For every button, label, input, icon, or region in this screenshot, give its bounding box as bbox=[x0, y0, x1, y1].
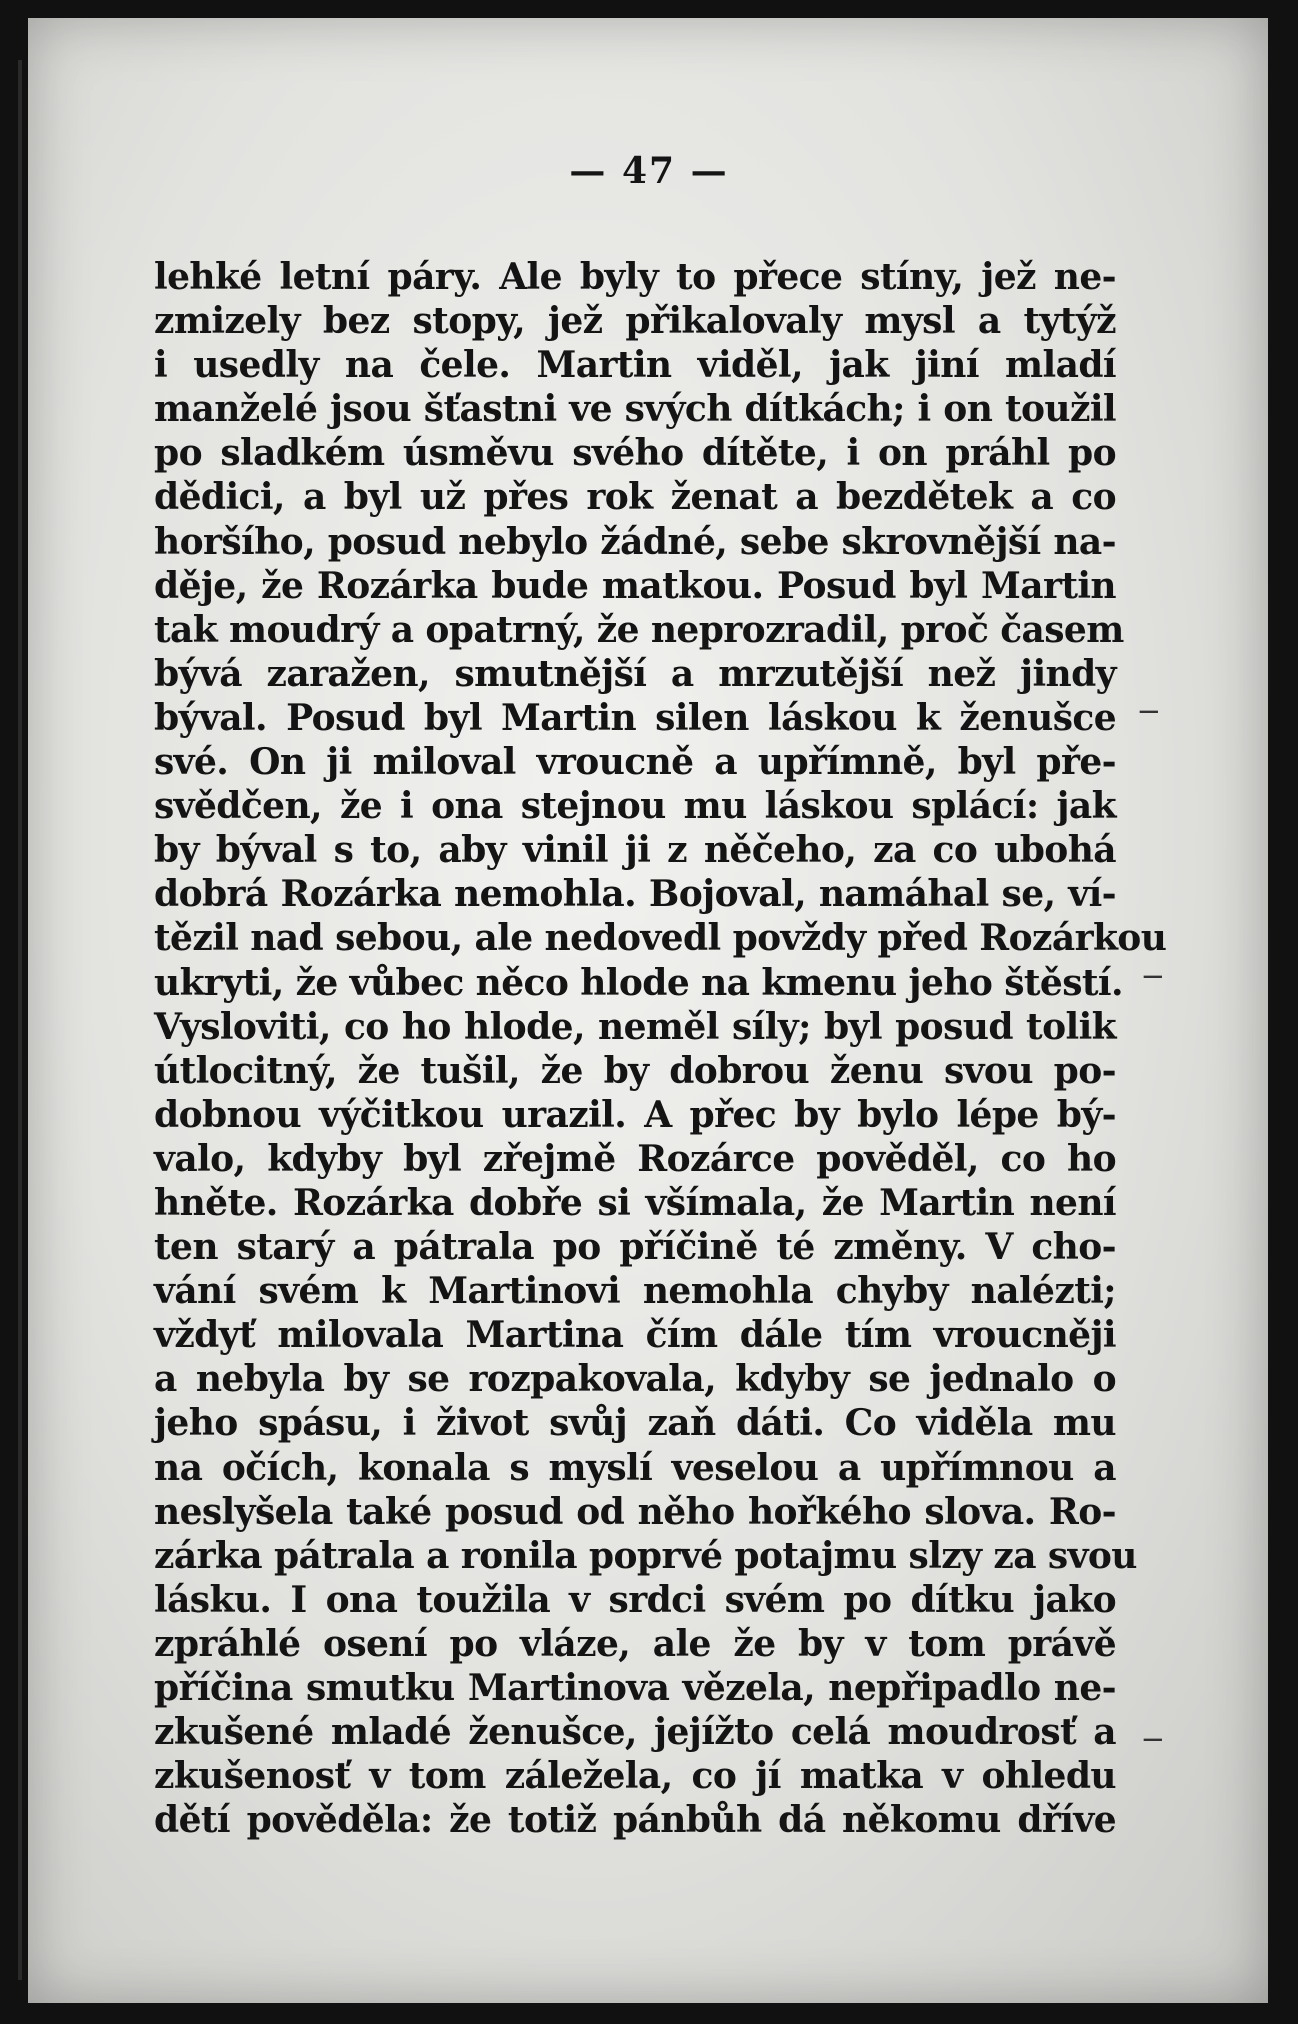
text-line: své. On ji miloval vroucně a upřímně, byl pře- bbox=[154, 741, 1116, 784]
text-line: útlocitný, že tušil, že by dobrou ženu svou po- bbox=[154, 1049, 1116, 1092]
text-line: by býval s to, aby vinil ji z něčeho, za co ubohá bbox=[154, 829, 1116, 872]
text-line: dětí pověděla: že totiž pánbůh dá někomu dříve bbox=[154, 1799, 1116, 1842]
binding-edge bbox=[18, 60, 22, 1980]
text-line: vání svém k Martinovi nemohla chyby nalézti; bbox=[154, 1270, 1116, 1313]
body-text bbox=[154, 255, 1167, 1842]
text-line: zárka pátrala a ronila poprvé potajmu slzy za svou bbox=[154, 1534, 1137, 1577]
text-line: na očích, konala s myslí veselou a upřímnou a bbox=[154, 1446, 1116, 1489]
text-line: dobnou výčitkou urazil. A přec by bylo lépe bý- bbox=[154, 1093, 1116, 1136]
text-line: po sladkém úsměvu svého dítěte, i on práhl po bbox=[154, 432, 1116, 475]
text-line: Vysloviti, co ho hlode, neměl síly; byl posud tolik bbox=[154, 1005, 1116, 1048]
text-line: tak moudrý a opatrný, že neprozradil, proč časem bbox=[154, 608, 1124, 651]
text-line: neslyšela také posud od něho hořkého slova. Ro- bbox=[154, 1490, 1116, 1533]
text-line: bývá zaražen, smutnější a mrzutější než jindy bbox=[154, 652, 1116, 695]
text-line: ukryti, že vůbec něco hlode na kmenu jeho štěstí. bbox=[154, 961, 1123, 1004]
text-line: dědici, a byl už přes rok ženat a bezdětek a co bbox=[154, 476, 1116, 519]
text-line: zkušené mladé ženušce, jejížto celá moudrosť a bbox=[154, 1711, 1116, 1754]
text-line: manželé jsou šťastni ve svých dítkách; i on toužil bbox=[154, 388, 1116, 431]
text-line: i usedly na čele. Martin viděl, jak jiní mladí bbox=[154, 344, 1116, 387]
page-number-header: — 47 — bbox=[569, 150, 729, 192]
text-line: jeho spásu, i život svůj zaň dáti. Co viděla mu bbox=[154, 1402, 1116, 1445]
text-line: a nebyla by se rozpakovala, kdyby se jednalo o bbox=[154, 1358, 1116, 1401]
margin-mark: ‒ bbox=[1142, 1718, 1164, 1758]
text-line: tězil nad sebou, ale nedovedl povždy před Rozárkou bbox=[154, 917, 1167, 960]
text-line: býval. Posud byl Martin silen láskou k ženušce bbox=[154, 696, 1116, 739]
text-line: zpráhlé osení po vláze, ale že by v tom právě bbox=[154, 1622, 1116, 1665]
text-line: příčina smutku Martinova vězela, nepřipadlo ne- bbox=[154, 1667, 1116, 1709]
text-line: hněte. Rozárka dobře si všímala, že Martin není bbox=[154, 1181, 1116, 1224]
text-line: lásku. I ona toužila v srdci svém po dítku jako bbox=[154, 1578, 1116, 1621]
text-line: dobrá Rozárka nemohla. Bojoval, namáhal se, ví- bbox=[154, 873, 1116, 916]
text-line: horšího, posud nebylo žádné, sebe skrovnější na- bbox=[154, 520, 1116, 563]
text-line: vždyť milovala Martina čím dále tím vroucněji bbox=[154, 1314, 1116, 1357]
text-line: lehké letní páry. Ale byly to přece stíny, jež ne- bbox=[154, 256, 1116, 298]
margin-mark: ‒ bbox=[1138, 690, 1160, 730]
text-line: svědčen, že i ona stejnou mu láskou splácí: jak bbox=[154, 785, 1116, 828]
text-line: ten starý a pátrala po příčině té změny. V cho- bbox=[154, 1226, 1116, 1269]
margin-mark: ‒ bbox=[1142, 955, 1164, 995]
text-line: děje, že Rozárka bude matkou. Posud byl Martin bbox=[154, 564, 1116, 607]
text-line: zkušenosť v tom záležela, co jí matka v ohledu bbox=[154, 1755, 1116, 1798]
text-line: valo, kdyby byl zřejmě Rozárce pověděl, co ho bbox=[154, 1137, 1116, 1180]
text-line: zmizely bez stopy, jež přikalovaly mysl a tytýž bbox=[154, 300, 1116, 343]
